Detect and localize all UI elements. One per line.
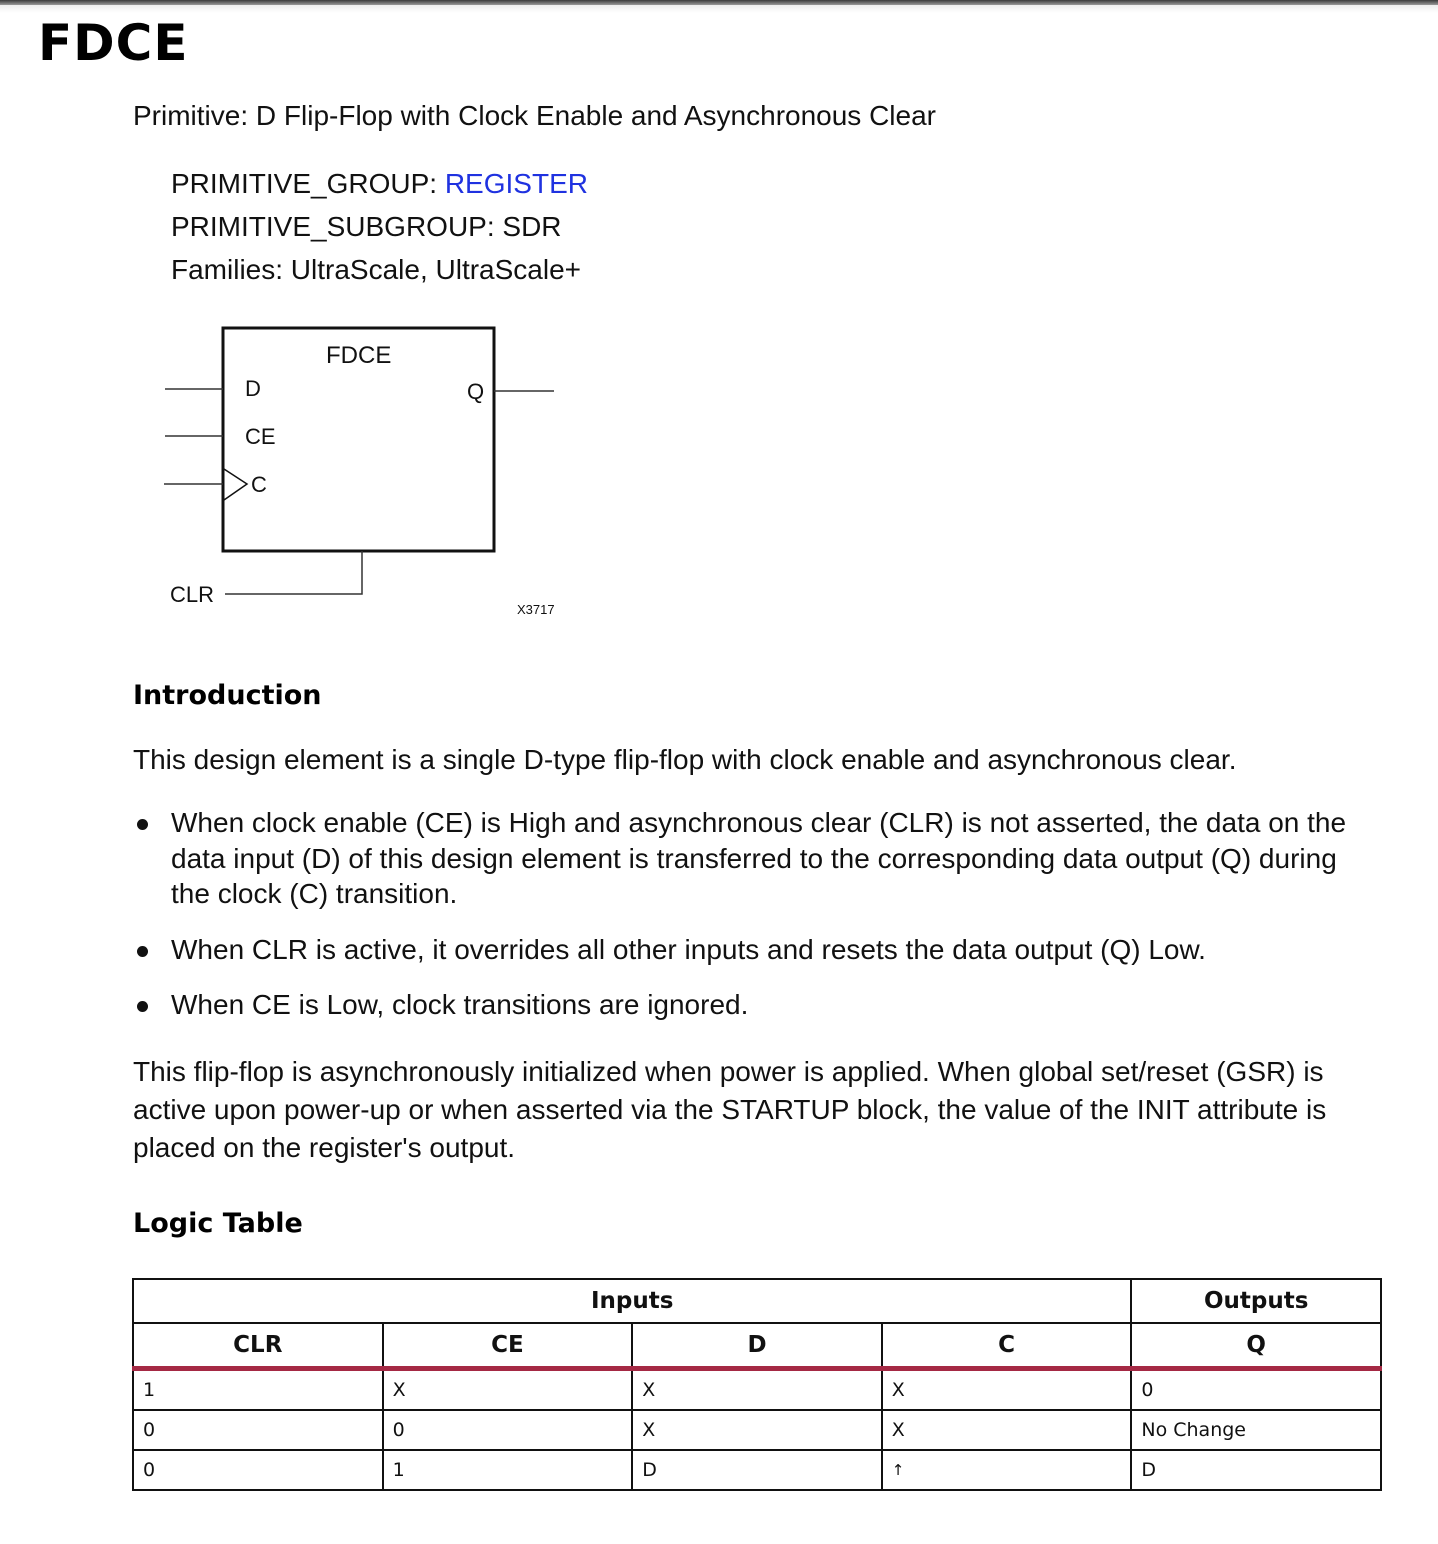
column-header-clr: CLR [133, 1323, 383, 1369]
cell-ce: 0 [383, 1410, 633, 1450]
cell-q: 0 [1131, 1369, 1381, 1411]
outputs-group-header: Outputs [1131, 1279, 1381, 1323]
primitive-group-label: PRIMITIVE_GROUP: [171, 168, 445, 199]
cell-clr: 1 [133, 1369, 383, 1411]
table-row [133, 1410, 1381, 1450]
logic-table [132, 1278, 1382, 1491]
list-item [133, 987, 1373, 1023]
table-row [133, 1450, 1381, 1490]
pin-q-label: Q [467, 379, 485, 404]
cell-d: X [632, 1369, 882, 1411]
page-title: FDCE [38, 14, 189, 72]
primitive-metadata [171, 162, 588, 291]
bullet-icon [137, 946, 148, 957]
list-item-text: When CE is Low, clock transitions are ignored. [171, 989, 749, 1020]
cell-q: D [1131, 1450, 1381, 1490]
cell-clr: 0 [133, 1410, 383, 1450]
cell-clr: 0 [133, 1450, 383, 1490]
cell-d: D [632, 1450, 882, 1490]
primitive-group-link[interactable]: REGISTER [444, 168, 588, 199]
behavior-list [133, 805, 1373, 1043]
cell-q: No Change [1131, 1410, 1381, 1450]
column-header-q: Q [1131, 1323, 1381, 1369]
pin-d-label: D [245, 376, 261, 401]
pin-ce-label: CE [245, 424, 276, 449]
table-row [133, 1369, 1381, 1411]
column-header-d: D [632, 1323, 882, 1369]
block-name-label: FDCE [326, 342, 392, 369]
primitive-subgroup: PRIMITIVE_SUBGROUP: SDR [171, 211, 562, 242]
cell-c: X [882, 1369, 1132, 1411]
primitive-group-row [171, 162, 588, 205]
bullet-icon [137, 819, 148, 830]
cell-ce: 1 [383, 1450, 633, 1490]
cell-c: X [882, 1410, 1132, 1450]
column-header-c: C [882, 1323, 1132, 1369]
table-group-header-row [133, 1279, 1381, 1323]
pin-c-label: C [251, 472, 267, 497]
column-header-ce: CE [383, 1323, 633, 1369]
list-item-text: When CLR is active, it overrides all other inputs and resets the data output (Q) Low. [171, 933, 1206, 965]
families: Families: UltraScale, UltraScale+ [171, 254, 582, 285]
list-item [133, 805, 1373, 912]
inputs-group-header: Inputs [133, 1279, 1131, 1323]
logic-table-heading: Logic Table [133, 1208, 303, 1239]
bullet-icon [137, 1001, 148, 1012]
table-column-header-row [133, 1323, 1381, 1369]
fdce-symbol-diagram [150, 315, 580, 635]
pin-clr-label: CLR [170, 582, 215, 607]
list-item-text: When clock enable (CE) is High and asynchronous clear (CLR) is not asserted, the data on the data input (D) of this design element is transferred to the corresponding data output (Q) during the clock (C) transition. [171, 807, 1347, 909]
cell-d: X [632, 1410, 882, 1450]
initialization-paragraph: This flip-flop is asynchronously initialized when power is applied. When global set/reset (GSR) is active upon power-up or when asserted via the STARTUP block, the value of the INIT attribute is placed on the register's output. [133, 1056, 1327, 1163]
cell-ce: X [383, 1369, 633, 1411]
cell-c-rising-edge-icon: ↑ [882, 1450, 1132, 1490]
introduction-heading: Introduction [133, 680, 322, 711]
clock-triangle-icon [224, 469, 247, 500]
primitive-description: Primitive: D Flip-Flop with Clock Enable and Asynchronous Clear [133, 100, 936, 131]
introduction-lead: This design element is a single D-type flip-flop with clock enable and asynchronous clear. [133, 744, 1237, 775]
clr-input-wire [225, 551, 362, 594]
figure-id: X3717 [517, 602, 555, 617]
window-top-shade [0, 5, 1438, 13]
list-item [133, 932, 1373, 968]
